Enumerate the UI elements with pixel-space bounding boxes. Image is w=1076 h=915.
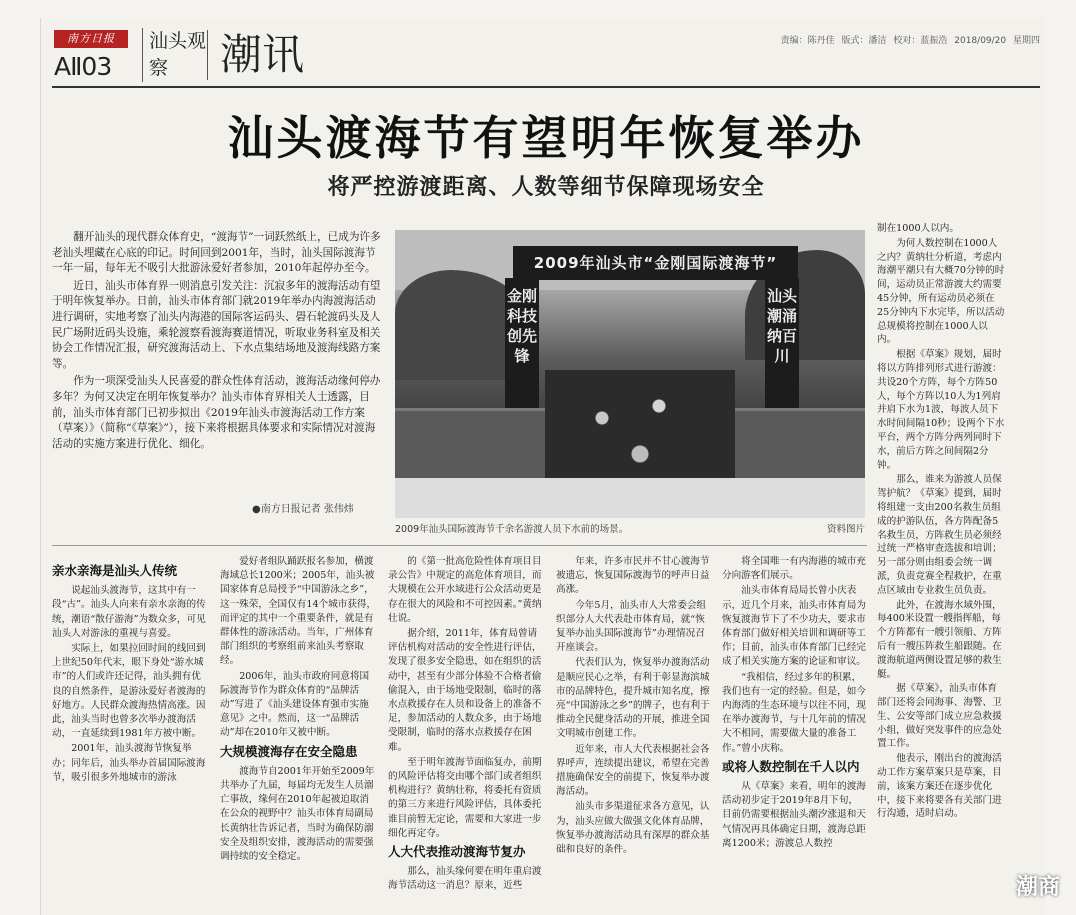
photo-banner: 2009年汕头市“金刚国际渡海节” [513, 246, 798, 280]
editor-credits: 责编：陈丹佳 版式：潘洁 校对：蓝振浩 2018/09/20 星期四 [780, 36, 1040, 46]
column-heading: 亲水亲海是汕头人传统 [52, 563, 178, 578]
right-column-paragraph: 据《草案》，汕头市体育部门还将会同海事、海警、卫生、公安等部门成立应急救援小组，做好突发事件的应急处置工作。 [877, 683, 1002, 750]
caption-text: 2009年汕头国际渡海节千余名游渡人员下水前的场景。 [395, 524, 629, 535]
column-heading: 人大代表推动渡海节复办 [388, 844, 526, 860]
column-paragraph: 说起汕头渡海节，这其中有一段“古”。汕头人向来有亲水亲海的传统，潮语“散仔游海”为数众多，可见汕头人对游泳的重视与喜爱。 [52, 585, 206, 639]
right-column-paragraph: 此外，在渡海水域外围，每400米设置一艘指挥船，每个方阵都有一艘引领船、方阵后有一艘压阵救生船跟随。在渡海航道两侧设置足够的救生艇。 [877, 599, 1002, 680]
column-paragraph: 那么，汕头缘何要在明年重启渡海节活动这一消息？原来，近些 [388, 866, 542, 892]
column-paragraph: 2006年，汕头市政府同意将国际渡海节作为群众体育的“品牌活动”写进了《汕头建设体育强市实施意见》之中。然而，这一“品牌活动”却在2010年又被中断。 [220, 670, 370, 739]
column-paragraph: 从《草案》来看，明年的渡海活动初步定于2019年8月下旬，目前仍需要根据汕头潮汐涨退和天气情况再具体确定日期，渡海总距离1200米；游渡总人数控 [722, 781, 866, 849]
column-paragraph: “我相信，经过多年的积累，我们也有一定的经验。但是，如今内海湾的生态环境与以往不同，现在举办渡海节，与十几年前的情况大不相同，需要做大量的准备工作。”曾小庆称。 [722, 671, 866, 754]
byline: ●南方日报记者 张伟炜 [252, 504, 354, 515]
newspaper-logo: 南方日报 [54, 30, 128, 48]
lead-paragraph: 翻开汕头的现代群众体育史，“渡海节”一词跃然纸上，已成为许多老汕头埋藏在心底的印记。时间回到2001年，当时，汕头国际渡海节一年一届，每年无不吸引大批游泳爱好者参加，2010年起停办至今。 [52, 231, 381, 275]
lead-text [52, 230, 382, 454]
column-heading: 或将人数控制在千人以内 [722, 758, 860, 774]
photo-caption [395, 521, 865, 535]
photo-pole-right: 汕头潮涌纳百川 [765, 278, 799, 418]
column-heading: 大规模渡海存在安全隐患 [220, 743, 358, 759]
column-paragraph: 爱好者组队踊跃报名参加，横渡海域总长1200米；2005年，汕头被国家体育总局授予“中国游泳之乡”，这一殊荣，全国仅有14个城市获得，而评定的其中一个重要条件，就是有群体性的游泳活动。当年，广州体育部门组织的考察组前来汕头考察取经。 [220, 556, 377, 667]
column-paragraph: 近年来，市人大代表根据社会各界呼声，连续提出建议，希望在完善措施确保安全的前提下，恢复举办渡海活动。 [556, 743, 710, 798]
column-4 [556, 555, 714, 858]
column-paragraph: 今年5月，汕头市人大常委会组织部分人大代表赴市体育局，就“恢复举办汕头国际渡海节”办理情况召开座谈会。 [556, 599, 707, 654]
column-paragraph: 2001年，汕头渡海节恢复举办；同年后，汕头举办首届国际渡海节，吸引很多外地城市的游泳 [52, 743, 206, 783]
watermark-text: 潮商 [1015, 875, 1060, 900]
column-paragraph: 据介绍，2011年，体育局曾请评估机构对活动的安全性进行评估，发现了很多安全隐患，如在组织的活动中，甚至有少部分体验不合格者偷偷混入，由于场地受限制，临时的落水点救援存在人员和设备上的准备不足，参加活动的人数众多，由于场地受限制，临时的落水点救援存在困难。 [388, 628, 542, 753]
column-paragraph: 实际上，如果拉回时间的线回到上世纪50年代末，眼下身处“游水城市”的人们或许还记得，汕头拥有优良的自然条件，是游泳爱好者渡海的好地方。人民群众渡海热情高涨。因此，汕头当时也曾多次举办渡海活动，一直延续到1981年方被中断。 [52, 643, 206, 740]
page-number: AⅡ03 [54, 52, 112, 81]
right-column [877, 222, 1005, 822]
news-photo [395, 230, 865, 518]
column-paragraph: 年来，许多市民并不甘心渡海节被遗忘，恢复国际渡海节的呼声日益高涨。 [556, 556, 710, 596]
lead-paragraph: 近日，汕头市体育界一则消息引发关注：沉寂多年的渡海活动有望于明年恢复举办。日前，汕头市体育部门就2019年举办内海渡海活动进行调研，实地考察了汕头内海港的国际客运码头、礐石轮渡码头及人民广场附近码头设施，乘轮渡察看渡海赛道情况，听取业务科室及相关协会工作情况汇报，研究渡海活动上、下水点集结场地及渡海线路方案等。 [52, 279, 381, 370]
column-3 [388, 555, 546, 895]
column-1 [52, 560, 210, 786]
section-divider [52, 545, 867, 546]
right-column-paragraph: 为何人数控制在1000人之内？黄纳壮分析道，考虑内海潮平潮只有大概70分钟的时间，运动员正常游渡大约需要45分钟，所有运动员必须在25分钟内下水完毕，所以活动总规模将控制在1000人以内。 [877, 237, 1005, 346]
section-label: 汕头观察 [142, 28, 207, 82]
section-title: 潮讯 [207, 30, 304, 80]
column-paragraph: 汕头市多渠道征求各方意见，认为，汕头应做大做强文化体育品牌，恢复举办渡海活动具有深厚的群众基础和良好的条件。 [556, 801, 710, 856]
column-5 [722, 555, 867, 852]
headline: 汕头渡海节有望明年恢复举办 [227, 111, 865, 165]
column-paragraph: 将全国唯一有内海港的城市充分向游客们展示。 [722, 556, 866, 582]
masthead-rule [52, 86, 1040, 88]
subheadline: 将严控游渡距离、人数等细节保障现场安全 [327, 175, 765, 200]
column-2 [220, 555, 378, 865]
column-paragraph: 代表们认为，恢复举办渡海活动是顺应民心之举，有利于彰显海滨城市的品牌特色，提升城市知名度，擦亮“中国游泳之乡”的牌子，也有利于推动全民健身活动的开展，推进全国文明城市创建工作。 [556, 657, 710, 740]
column-paragraph: 汕头市体育局局长曾小庆表示，近几个月来，汕头市体育局为恢复渡海节下了不少功夫，要求市体育部门做好相关培训和调研等工作；目前，汕头市体育部门已经完成了相关实施方案的论证和审议。 [722, 585, 866, 668]
column-paragraph: 至于明年渡海节面临复办，前期的风险评估将交由哪个部门或者组织机构进行？黄纳壮称，将委托有资质的第三方来进行风险评估，具体委托谁目前暂无定论，需要和大家进一步细化再定夺。 [388, 756, 542, 839]
right-column-paragraph: 他表示，刚出台的渡海活动工作方案草案只是草案，目前，该案方案还在逐步优化中，接下来将要各有关部门进行沟通，适时启动。 [877, 753, 1002, 820]
swimmers-crowd [545, 370, 735, 490]
right-column-paragraph: 制在1000人以内。 [877, 223, 959, 234]
column-paragraph: 渡海节自2001年开始至2009年共举办了九届，每届均无发生人员溺亡事故，缘何在2010年起被迫取消在公众的视野中？汕头市体育局副局长黄纳壮告诉记者，当时为确保防溺安全及组织安排，渡海活动的需要强调持续的安全稳定。 [220, 765, 375, 863]
photo-pole-left: 金刚科技创先锋 [505, 278, 539, 418]
lead-paragraph: 作为一项深受汕头人民喜爱的群众性体育活动，渡海活动缘何停办多年？为何又决定在明年恢复举办？汕头市体育界相关人士透露，目前，汕头市体育部门已初步拟出《2019年汕头市渡海活动工作方案（草案）》（简称“《草案》”），接下来将根据具体要求和实际情况对渡海活动的实施方案进行优化、细化。 [52, 375, 381, 450]
photo-credit: 资料图片 [826, 524, 865, 535]
column-paragraph: 的《第一批高危险性体育项目目录公告》中规定的高危体育项目，而大规模在公开水域进行公众活动更是存在很大的风险和不可控因素。”黄纳壮说。 [388, 556, 542, 624]
right-column-paragraph: 那么，谁来为游渡人员保驾护航？《草案》提到，届时将组建一支由200名救生员组成的护游队伍，各方阵配备5名救生员，方阵救生员必须经过统一严格审查选拔和培训；另一部分则由组委会统一调派，负责竞赛全程救护，在重点区域由专业救生员负责。 [877, 474, 1002, 596]
right-column-paragraph: 根据《草案》规划，届时将以方阵排列形式进行游渡：共设20个方阵，每个方阵50人，每个方阵以10人为1列肩并肩下水为1波，每波人员下水时间间隔10秒；设两个下水平台，两个方阵分两列同时下水，前后方阵之间间隔2分钟。 [877, 349, 1005, 471]
